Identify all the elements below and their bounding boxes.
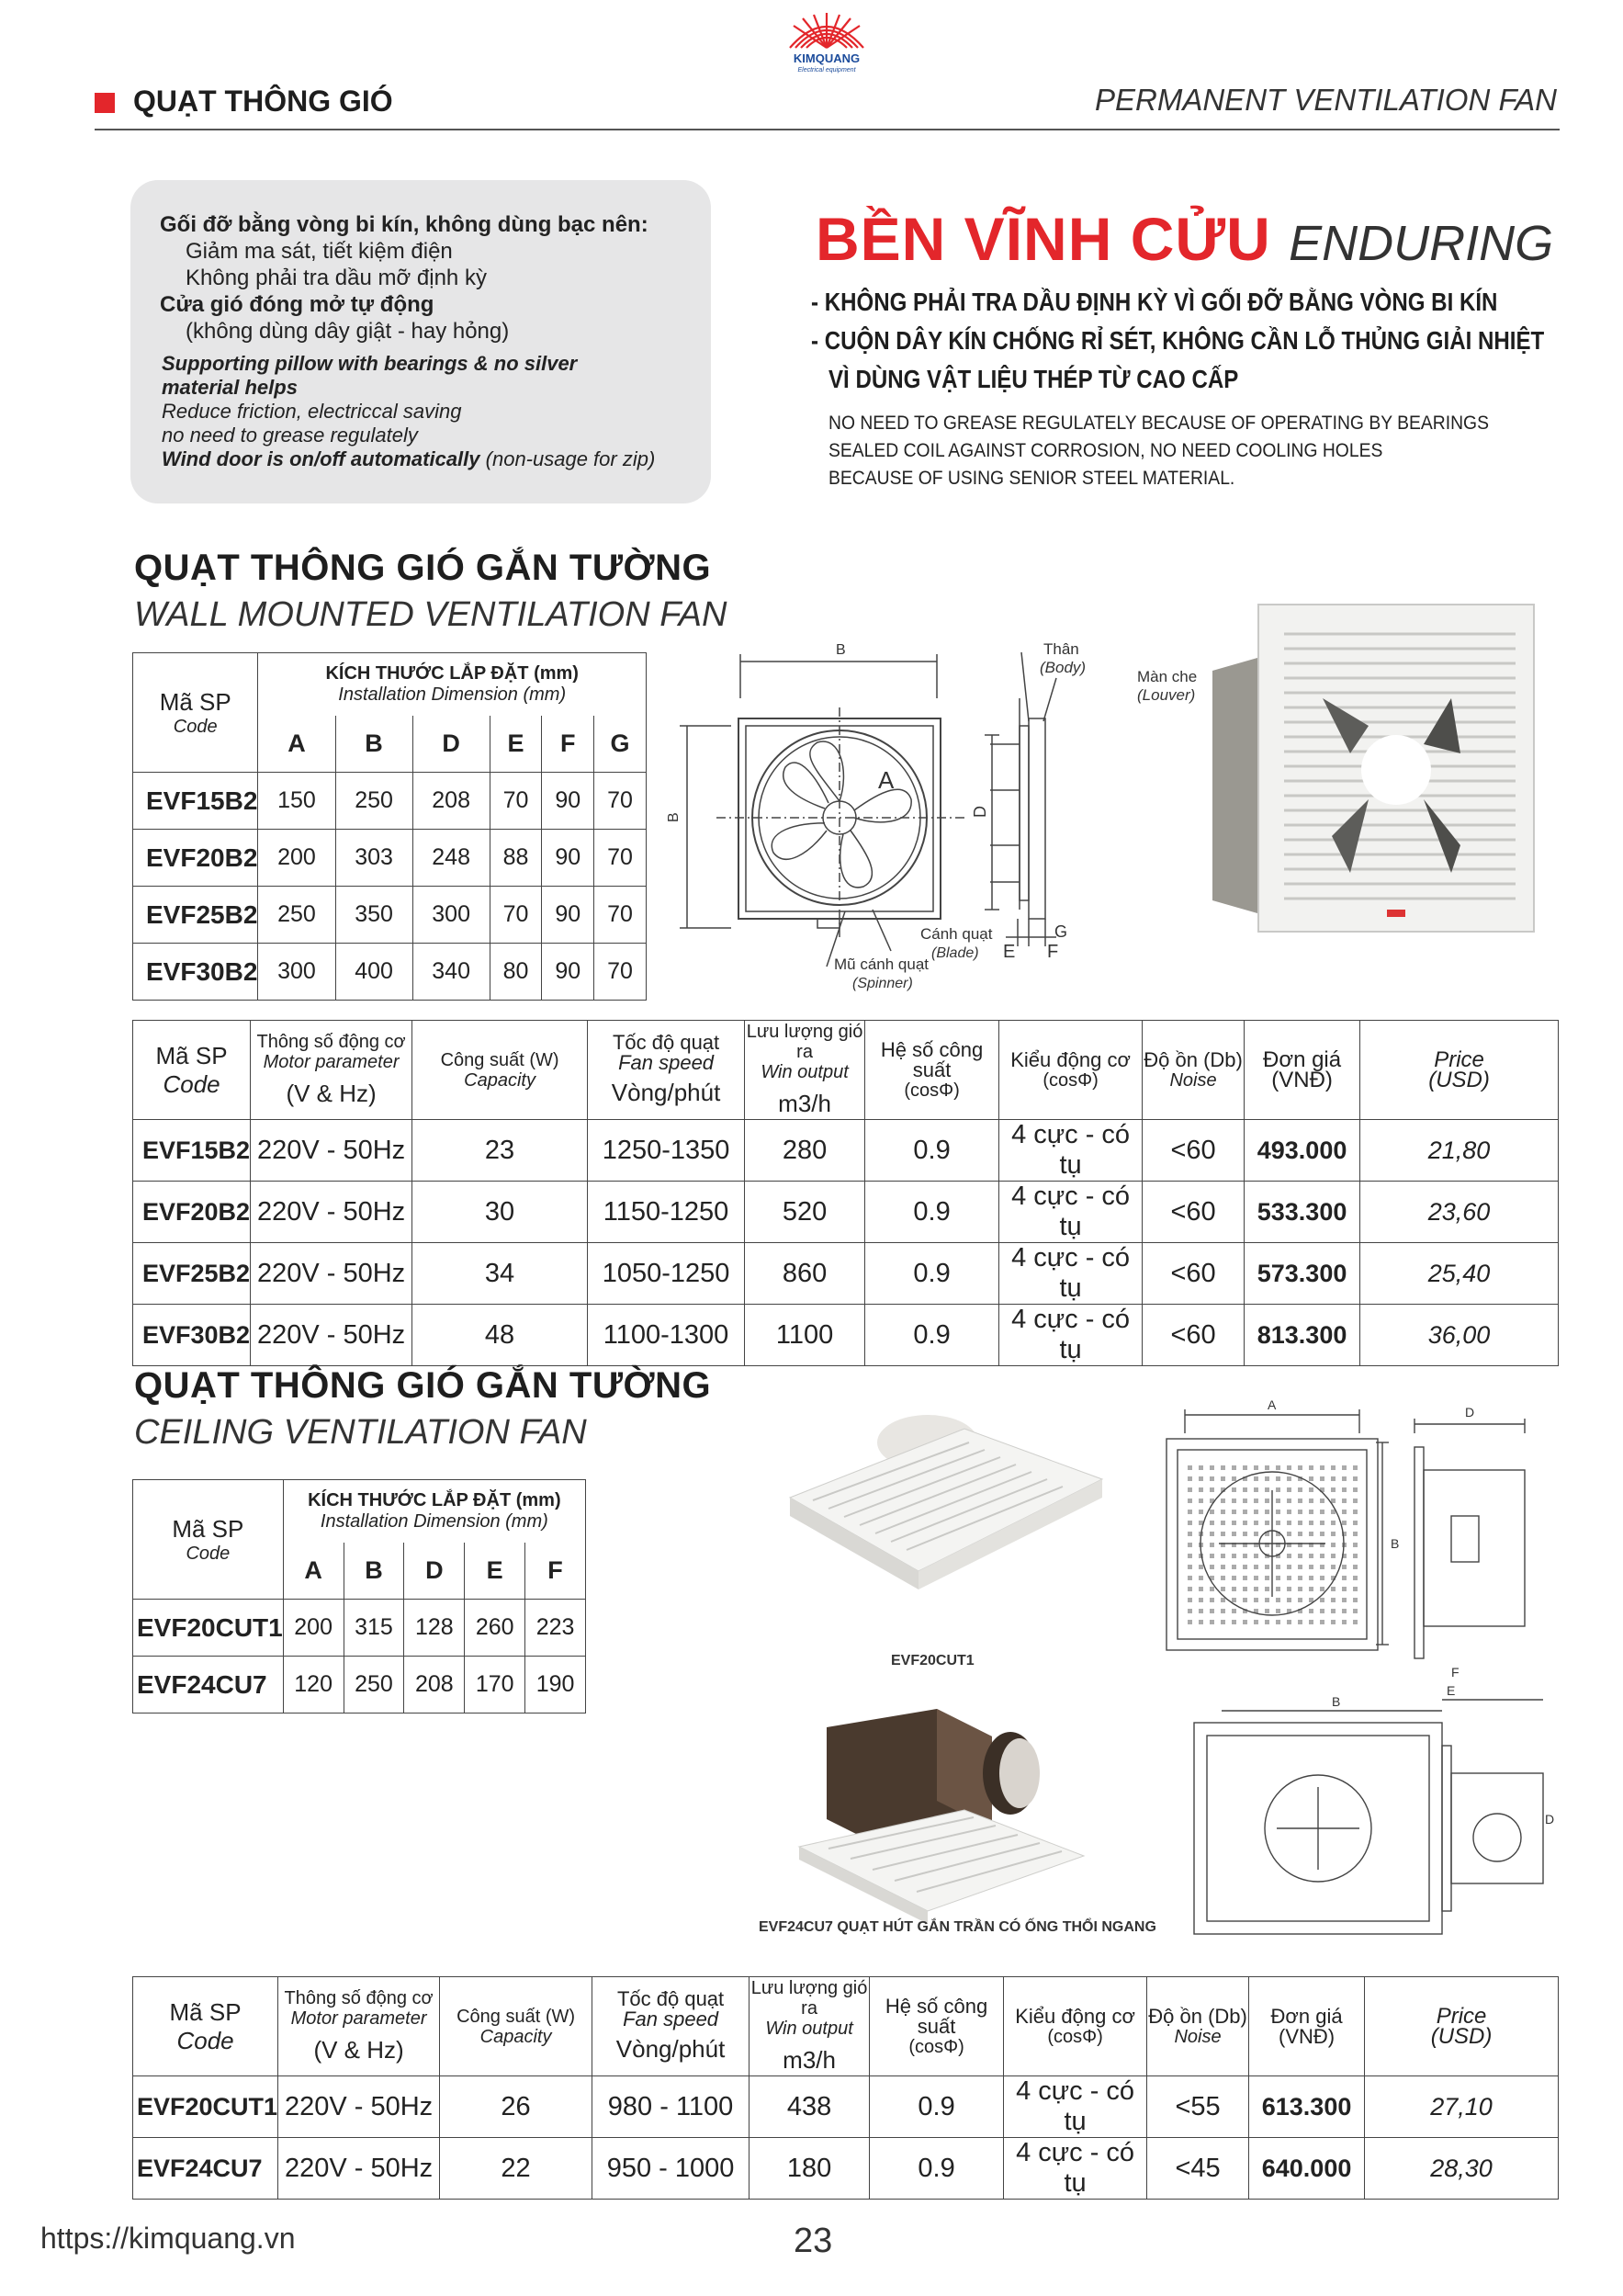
cell: 70 [594,773,647,830]
cell: 22 [440,2138,592,2200]
spec-h-noise: Độ ồn (Db) Noise [1143,1021,1245,1120]
spec-h-price-usd: Price (USD) [1365,1977,1559,2076]
dim-letter: F [542,716,594,773]
row-code: EVF30B2 [133,944,258,1001]
ceiling-dim-a: A [1268,1397,1277,1412]
cell-usd: 23,60 [1360,1182,1559,1243]
cell: 4 cực - có tụ [999,1243,1143,1305]
svg-text:KIMQUANG: KIMQUANG [793,51,861,65]
cell: 4 cực - có tụ [999,1120,1143,1182]
cell: 48 [412,1305,588,1366]
cell: 220V - 50Hz [251,1120,412,1182]
cell: 80 [490,944,542,1001]
cell: 128 [404,1600,465,1657]
cell: 4 cực - có tụ [1004,2076,1147,2138]
feature-en-line3: Reduce friction, electriccal saving [162,400,462,423]
cell: 438 [750,2076,870,2138]
enduring-title: BỀN VĨNH CỬU ENDURING [816,205,1554,273]
cell: 30 [412,1182,588,1243]
dim-label-d: D [971,806,989,818]
dim-label-b-top: B [836,642,846,658]
feature-en-line2: material helps [162,376,298,399]
ceiling-fan-diagram [1130,1397,1555,1911]
ceiling-fan-photo-1 [772,1406,1139,1672]
cell: 90 [542,887,594,944]
cell: 70 [594,830,647,887]
cell: 200 [283,1600,344,1657]
cell: <60 [1143,1243,1245,1305]
cell: 0.9 [870,2138,1004,2200]
cell: 180 [750,2138,870,2200]
cell-usd: 21,80 [1360,1120,1559,1182]
cell: 120 [283,1657,344,1714]
cell: 0.9 [865,1305,999,1366]
dim-letter: B [335,716,412,773]
ceiling-dim-d: D [1465,1405,1475,1419]
cell: 0.9 [865,1243,999,1305]
cell: 248 [412,830,490,887]
cell: 208 [404,1657,465,1714]
spec-h-capacity: Công suất (W) Capacity [412,1021,588,1120]
row-code: EVF20B2 [133,1182,251,1243]
caption-evf24cu7: EVF24CU7 QUẠT HÚT GẮN TRẦN CÓ ỐNG THỔI NGANG [759,1919,1156,1935]
spec-h-noise: Độ ồn (Db) Noise [1147,1977,1249,2076]
row-code: EVF25B2 [133,887,258,944]
wall-fan-photo [1212,597,1543,937]
page-subtitle: PERMANENT VENTILATION FAN [1095,83,1557,117]
cell: 980 - 1100 [592,2076,750,2138]
website-link[interactable]: https://kimquang.vn [40,2222,296,2255]
table-row [133,887,647,944]
feature-vn-line5: (không dùng dây giật - hay hỏng) [186,319,510,344]
cell: 303 [335,830,412,887]
cell: 0.9 [865,1120,999,1182]
cell: 250 [258,887,335,944]
feature-box [130,180,711,503]
cell: 90 [542,944,594,1001]
row-code: EVF25B2 [133,1243,251,1305]
label-body-en: (Body) [1040,659,1087,676]
cell: 315 [344,1600,404,1657]
dim-letter: G [594,716,647,773]
dim-label-e: E [1003,942,1016,962]
table-row [133,944,647,1001]
row-code: EVF20CUT1 [133,2076,278,2138]
cell: 1100 [745,1305,865,1366]
ceiling-spec-table [132,1976,1559,2200]
row-code: EVF24CU7 [133,2138,278,2200]
table-row [133,773,647,830]
caption-evf20cut1: EVF20CUT1 [891,1653,975,1668]
cell: 170 [465,1657,525,1714]
cell: 0.9 [870,2076,1004,2138]
wall-spec-table [132,1020,1559,1366]
spec-h-power-factor: Hệ số công suất (cosΦ) [865,1021,999,1120]
enduring-en1: NO NEED TO GREASE REGULATELY BECAUSE OF OPERATING BY BEARINGS [828,413,1489,434]
spec-h-code: Mã SP Code [133,1977,278,2076]
cell-price: 533.300 [1245,1182,1360,1243]
spec-h-price-usd: Price (USD) [1360,1021,1559,1120]
enduring-en2: SEALED COIL AGAINST CORROSION, NO NEED COOLING HOLES [828,440,1383,461]
cell: 70 [490,887,542,944]
table-row [133,2138,1559,2200]
cell-usd: 36,00 [1360,1305,1559,1366]
row-code: EVF30B2 [133,1305,251,1366]
ceiling-dim-b: B [1391,1536,1400,1551]
cell-price: 573.300 [1245,1243,1360,1305]
cell-price: 493.000 [1245,1120,1360,1182]
cell: 520 [745,1182,865,1243]
row-code: EVF15B2 [133,1120,251,1182]
spec-h-price-vnd: Đơn giá (VNĐ) [1245,1021,1360,1120]
dim-code-header: Mã SP Code [133,1480,284,1600]
cell: 350 [335,887,412,944]
dim-letter: E [465,1543,525,1600]
spec-h-flow: Lưu lượng gió ra Win output m3/h [745,1021,865,1120]
wall-dim-table [132,652,647,1001]
row-code: EVF20B2 [133,830,258,887]
label-louver-vn: Màn che [1137,668,1198,685]
wall-fan-diagram [661,634,1249,1001]
spec-h-flow: Lưu lượng gió ra Win output m3/h [750,1977,870,2076]
feature-vn-line3: Không phải tra dầu mỡ định kỳ [186,266,487,290]
cell: 220V - 50Hz [251,1243,412,1305]
spec-h-motor: Thông số động cơ Motor parameter (V & Hz) [278,1977,440,2076]
spec-h-speed: Tốc độ quạt Fan speed Vòng/phút [592,1977,750,2076]
cell: 90 [542,773,594,830]
feature-en-line4: no need to grease regulately [162,424,418,447]
dim-letter: B [344,1543,404,1600]
feature-vn-line1: Gối đỡ bằng vòng bi kín, không dùng bạc nên: [160,212,648,237]
feature-vn-line2: Giảm ma sát, tiết kiệm điện [186,239,453,264]
cell: <55 [1147,2076,1249,2138]
label-louver-en: (Louver) [1137,686,1196,704]
cell: 88 [490,830,542,887]
spec-h-motor-type: Kiểu động cơ (cosΦ) [1004,1977,1147,2076]
cell: 0.9 [865,1182,999,1243]
spec-h-motor: Thông số động cơ Motor parameter (V & Hz) [251,1021,412,1120]
table-row [133,1243,1559,1305]
header-divider [95,129,1560,130]
header-red-square [95,93,115,113]
section1-title: QUẠT THÔNG GIÓ GẮN TƯỜNG [134,548,712,588]
cell: 26 [440,2076,592,2138]
cell: 400 [335,944,412,1001]
label-body-vn: Thân [1043,640,1079,658]
cell: 70 [594,944,647,1001]
cell-usd: 28,30 [1365,2138,1559,2200]
dim-header: KÍCH THƯỚC LẮP ĐẶT (mm) Installation Dimension (mm) [283,1480,585,1543]
cell: 4 cực - có tụ [999,1182,1143,1243]
section1-subtitle: WALL MOUNTED VENTILATION FAN [134,595,727,634]
cell: 208 [412,773,490,830]
section2-subtitle: CEILING VENTILATION FAN [134,1413,587,1452]
cell: 220V - 50Hz [251,1182,412,1243]
cell: 23 [412,1120,588,1182]
spec-h-motor-type: Kiểu động cơ (cosΦ) [999,1021,1143,1120]
cell: 220V - 50Hz [251,1305,412,1366]
table-row [133,2076,1559,2138]
spec-h-power-factor: Hệ số công suất (cosΦ) [870,1977,1004,2076]
dim-label-b-left: B [666,812,682,822]
cell-price: 813.300 [1245,1305,1360,1366]
cell: 950 - 1000 [592,2138,750,2200]
row-code: EVF15B2 [133,773,258,830]
cell: 280 [745,1120,865,1182]
cell: 70 [490,773,542,830]
dim-label-f: F [1047,942,1059,962]
label-spinner-vn: Mũ cánh quạt [834,956,930,973]
feature-en-line1: Supporting pillow with bearings & no silver [162,352,578,375]
enduring-line1: - KHÔNG PHẢI TRA DẦU ĐỊNH KỲ VÌ GỐI ĐỠ BẰNG VÒNG BI KÍN [811,288,1498,316]
cell: 200 [258,830,335,887]
feature-vn-line4: Cửa gió đóng mở tự động [160,292,434,317]
enduring-line3: VÌ DÙNG VẬT LIỆU THÉP TỪ CAO CẤP [828,365,1239,393]
page-number: 23 [794,2222,833,2260]
dim-header: KÍCH THƯỚC LẮP ĐẶT (mm) Installation Dimension (mm) [258,653,647,716]
kimquang-logo [772,9,882,74]
cell: 1150-1250 [588,1182,745,1243]
dim-letter: D [404,1543,465,1600]
feature-en-line5: Wind door is on/off automatically (non-usage for zip) [162,447,656,470]
dim-letter: A [258,716,335,773]
row-code: EVF20CUT1 [133,1600,284,1657]
page-title: QUẠT THÔNG GIÓ [133,85,393,118]
label-spinner-en: (Spinner) [852,976,913,991]
row-code: EVF24CU7 [133,1657,284,1714]
table-row [133,1182,1559,1243]
cell: 223 [525,1600,586,1657]
cell: <60 [1143,1182,1245,1243]
cell-usd: 27,10 [1365,2076,1559,2138]
table-row [133,1305,1559,1366]
table-row [133,1120,1559,1182]
dim-letter: A [283,1543,344,1600]
cell: 34 [412,1243,588,1305]
cell: 1250-1350 [588,1120,745,1182]
cell: 4 cực - có tụ [999,1305,1143,1366]
cell: 190 [525,1657,586,1714]
ceiling-dim-b2: B [1332,1694,1341,1709]
cell: 1050-1250 [588,1243,745,1305]
dim-letter: E [490,716,542,773]
cell: <60 [1143,1305,1245,1366]
cell: 90 [542,830,594,887]
dim-letter: F [525,1543,586,1600]
ceiling-dim-e: E [1447,1683,1456,1698]
dim-label-a: A [878,766,895,794]
spec-h-price-vnd: Đơn giá (VNĐ) [1249,1977,1365,2076]
cell: 220V - 50Hz [278,2076,440,2138]
cell: 300 [258,944,335,1001]
dim-label-g: G [1054,922,1068,941]
cell: 860 [745,1243,865,1305]
cell: 1100-1300 [588,1305,745,1366]
enduring-en3: BECAUSE OF USING SENIOR STEEL MATERIAL. [828,468,1235,489]
table-row [133,1600,586,1657]
cell: 260 [465,1600,525,1657]
dim-code-header: Mã SP Code [133,653,258,773]
ceiling-dim-table [132,1479,586,1714]
ceiling-dim-d2: D [1545,1812,1555,1827]
spec-h-speed: Tốc độ quạt Fan speed Vòng/phút [588,1021,745,1120]
cell: <45 [1147,2138,1249,2200]
cell: 150 [258,773,335,830]
spec-h-code: Mã SP Code [133,1021,251,1120]
cell: 220V - 50Hz [278,2138,440,2200]
cell: <60 [1143,1120,1245,1182]
cell: 4 cực - có tụ [1004,2138,1147,2200]
cell: 70 [594,887,647,944]
cell-price: 613.300 [1249,2076,1365,2138]
dim-letter: D [412,716,490,773]
label-blade-en: (Blade) [931,945,979,961]
spec-h-capacity: Công suất (W) Capacity [440,1977,592,2076]
ceiling-dim-f: F [1451,1665,1460,1680]
cell-usd: 25,40 [1360,1243,1559,1305]
cell: 250 [344,1657,404,1714]
svg-text:Electrical equipment: Electrical equipment [797,67,856,74]
ceiling-fan-photo-2 [772,1691,1121,1929]
cell: 340 [412,944,490,1001]
enduring-line2: - CUỘN DÂY KÍN CHỐNG RỈ SÉT, KHÔNG CẦN LỖ THỦNG GIẢI NHIỆT [811,326,1545,355]
label-blade-vn: Cánh quạt [920,925,993,943]
cell-price: 640.000 [1249,2138,1365,2200]
table-row [133,830,647,887]
table-row [133,1657,586,1714]
cell: 300 [412,887,490,944]
section2-title: QUẠT THÔNG GIÓ GẮN TƯỜNG [134,1365,712,1406]
cell: 250 [335,773,412,830]
